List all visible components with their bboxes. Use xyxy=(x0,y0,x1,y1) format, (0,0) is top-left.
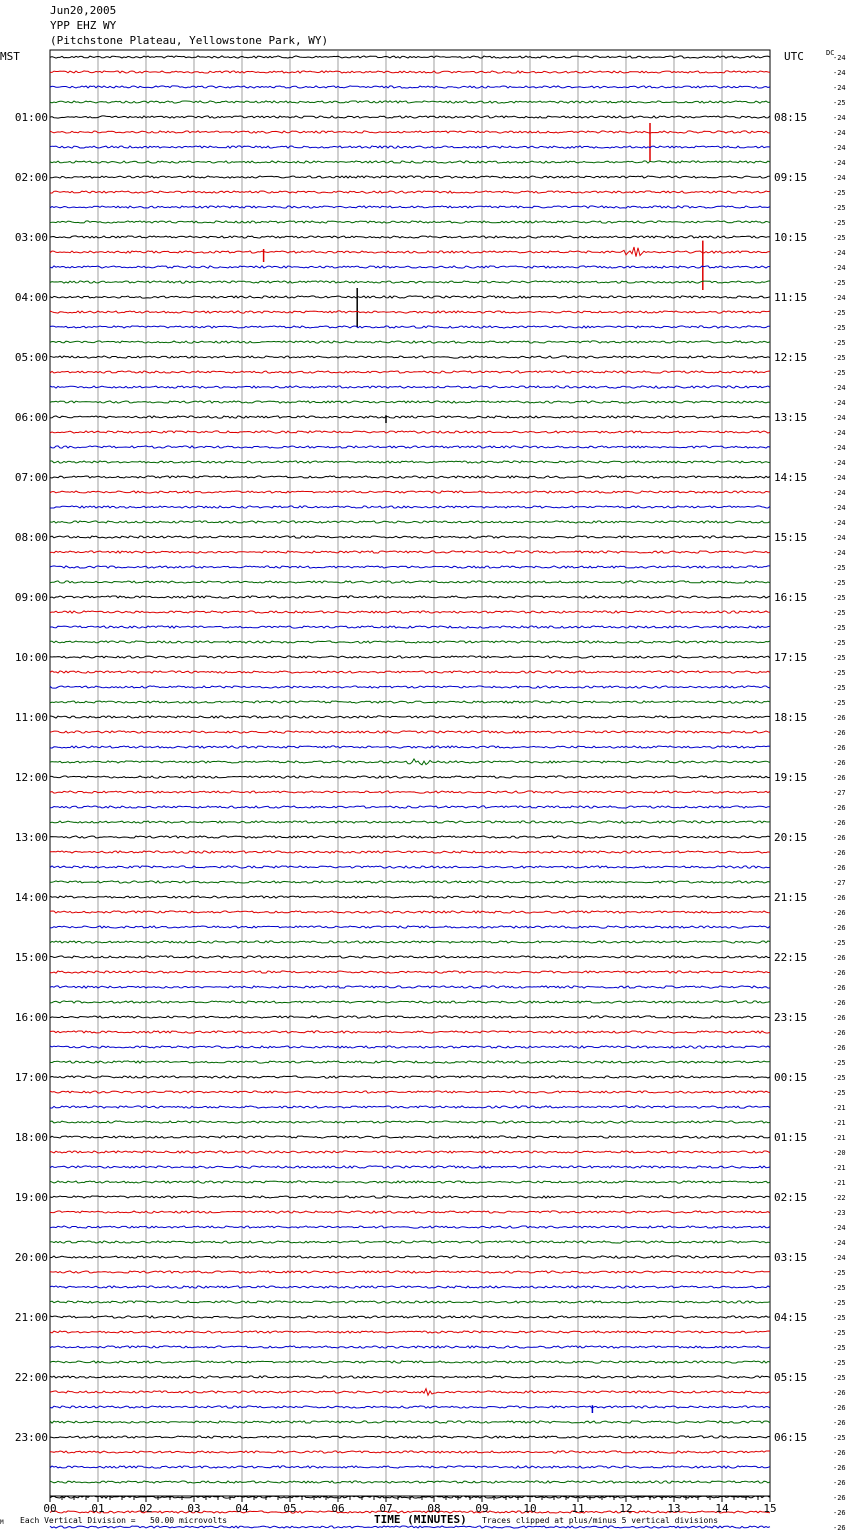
x-tick-label: 11 xyxy=(571,1502,585,1515)
trace-line xyxy=(50,71,770,73)
dc-offset-label: -21 xyxy=(833,1164,846,1172)
left-hour-label: 16:00 xyxy=(14,1011,48,1024)
trace-line xyxy=(50,1421,770,1423)
right-hour-label: 04:15 xyxy=(774,1311,808,1324)
x-tick-label: 09 xyxy=(475,1502,489,1515)
dc-offset-label: -24 xyxy=(833,174,846,182)
left-hour-label: 13:00 xyxy=(14,831,48,844)
left-hour-label: 11:00 xyxy=(14,711,48,724)
trace-line xyxy=(50,731,770,733)
dc-offset-label: -24 xyxy=(833,129,846,137)
dc-offset-label: -25 xyxy=(833,1374,846,1382)
right-hour-label: 01:15 xyxy=(774,1131,808,1144)
dc-offset-label: -24 xyxy=(833,474,846,482)
trace-line xyxy=(50,821,770,823)
trace-line xyxy=(50,986,770,988)
trace-line xyxy=(50,866,770,868)
dc-offset-label: -26 xyxy=(833,924,846,932)
dc-offset-label: -24 xyxy=(833,519,846,527)
left-hour-label: 01:00 xyxy=(14,111,48,124)
dc-offset-label: -25 xyxy=(833,339,846,347)
right-hour-label: 21:15 xyxy=(774,891,808,904)
dc-offset-label: -25 xyxy=(833,594,846,602)
trace-line xyxy=(50,1046,770,1048)
dc-offset-label: -25 xyxy=(833,1059,846,1067)
footer-clip-note: Traces clipped at plus/minus 5 vertical divisions xyxy=(482,1516,719,1525)
dc-offset-label: -24 xyxy=(833,549,846,557)
trace-line xyxy=(50,326,770,328)
dc-offset-label: -24 xyxy=(833,429,846,437)
dc-offset-label: -25 xyxy=(833,624,846,632)
x-tick-label: 15 xyxy=(763,1502,777,1515)
dc-offset-label: -24 xyxy=(833,1239,846,1247)
trace-line xyxy=(50,1436,770,1438)
trace-line xyxy=(50,851,770,853)
trace-line xyxy=(50,836,770,838)
trace-line xyxy=(50,536,770,538)
dc-offset-label: -25 xyxy=(833,1329,846,1337)
trace-line xyxy=(50,566,770,568)
left-hour-label: 07:00 xyxy=(14,471,48,484)
dc-offset-label: -24 xyxy=(833,159,846,167)
dc-offset-label: -25 xyxy=(833,639,846,647)
trace-line xyxy=(50,1361,770,1363)
trace-line xyxy=(50,446,770,448)
dc-offset-labels xyxy=(833,54,846,1534)
dc-offset-label: -21 xyxy=(833,1104,846,1112)
trace-line xyxy=(50,581,770,583)
right-hour-label: 19:15 xyxy=(774,771,808,784)
trace-line xyxy=(50,221,770,223)
trace-line xyxy=(50,86,770,88)
right-timezone-label: UTC xyxy=(784,50,804,63)
dc-offset-label: -26 xyxy=(833,1449,846,1457)
left-hour-label: 09:00 xyxy=(14,591,48,604)
dc-offset-label: -25 xyxy=(833,939,846,947)
dc-offset-label: -26 xyxy=(833,984,846,992)
dc-offset-label: -24 xyxy=(833,1224,846,1232)
right-hour-label: 12:15 xyxy=(774,351,808,364)
dc-offset-label: -25 xyxy=(833,189,846,197)
left-hour-label: 05:00 xyxy=(14,351,48,364)
dc-offset-label: -21 xyxy=(833,1179,846,1187)
dc-offset-label: -26 xyxy=(833,1029,846,1037)
dc-offset-label: -27 xyxy=(833,879,846,887)
x-tick-label: 08 xyxy=(427,1502,441,1515)
trace-line xyxy=(50,1301,770,1303)
dc-offset-label: -26 xyxy=(833,1044,846,1052)
dc-offset-label: -25 xyxy=(833,324,846,332)
dc-offset-label: -25 xyxy=(833,564,846,572)
x-tick-label: 07 xyxy=(379,1502,393,1515)
x-tick-label: 00 xyxy=(43,1502,57,1515)
dc-offset-label: -26 xyxy=(833,834,846,842)
footer-mark: M xyxy=(0,1519,4,1526)
dc-offset-label: -26 xyxy=(833,774,846,782)
trace-line xyxy=(50,146,770,148)
trace-line xyxy=(50,1076,770,1078)
record-date: Jun20,2005 xyxy=(50,4,117,17)
trace-line xyxy=(50,671,770,673)
dc-offset-label: -25 xyxy=(833,369,846,377)
right-hour-label: 22:15 xyxy=(774,951,808,964)
dc-offset-label: -26 xyxy=(833,1404,846,1412)
trace-line xyxy=(50,1151,770,1153)
trace-line xyxy=(50,1286,770,1288)
dc-offset-label: -26 xyxy=(833,849,846,857)
dc-offset-label: -26 xyxy=(833,909,846,917)
trace-line xyxy=(50,1106,770,1108)
dc-offset-label: -26 xyxy=(833,969,846,977)
trace-line xyxy=(50,1136,770,1138)
dc-offset-label: -26 xyxy=(833,1524,846,1532)
trace-line xyxy=(50,401,770,403)
dc-offset-label: -24 xyxy=(833,444,846,452)
dc-offset-label: -25 xyxy=(833,1074,846,1082)
x-tick-label: 05 xyxy=(283,1502,297,1515)
dc-offset-label: -25 xyxy=(833,1344,846,1352)
left-hour-label: 03:00 xyxy=(14,231,48,244)
dc-offset-label: -26 xyxy=(833,864,846,872)
right-hour-label: 05:15 xyxy=(774,1371,808,1384)
dc-offset-label: -25 xyxy=(833,699,846,707)
dc-offset-label: -26 xyxy=(833,1479,846,1487)
trace-line xyxy=(50,191,770,193)
right-hour-label: 13:15 xyxy=(774,411,808,424)
trace-line xyxy=(50,116,770,118)
right-hour-label: 03:15 xyxy=(774,1251,808,1264)
trace-line xyxy=(50,1451,770,1453)
trace-line xyxy=(50,1271,770,1273)
seismic-traces xyxy=(50,56,770,1534)
trace-line xyxy=(50,161,770,163)
trace-line xyxy=(50,971,770,973)
trace-line xyxy=(50,296,770,298)
dc-offset-label: -24 xyxy=(833,84,846,92)
dc-offset-label: -22 xyxy=(833,1194,846,1202)
dc-offset-label: -24 xyxy=(833,459,846,467)
trace-line xyxy=(50,341,770,343)
trace-line xyxy=(50,1376,770,1378)
dc-offset-label: -24 xyxy=(833,414,846,422)
dc-offset-label: -24 xyxy=(833,264,846,272)
dc-offset-label: -21 xyxy=(833,1134,846,1142)
dc-offset-label: -26 xyxy=(833,804,846,812)
dc-offset-label: -26 xyxy=(833,1419,846,1427)
dc-offset-label: -25 xyxy=(833,1314,846,1322)
left-hour-label: 20:00 xyxy=(14,1251,48,1264)
trace-line xyxy=(50,1346,770,1348)
trace-line xyxy=(50,1211,770,1213)
trace-line xyxy=(50,1526,770,1528)
dc-offset-label: -25 xyxy=(833,654,846,662)
dc-offset-label: -24 xyxy=(833,294,846,302)
dc-offset-label: -26 xyxy=(833,954,846,962)
x-tick-label: 13 xyxy=(667,1502,681,1515)
trace-line xyxy=(50,1166,770,1168)
dc-offset-label: -25 xyxy=(833,99,846,107)
dc-offset-label: -26 xyxy=(833,729,846,737)
dc-offset-label: -25 xyxy=(833,219,846,227)
dc-offset-label: -25 xyxy=(833,669,846,677)
left-hour-label: 19:00 xyxy=(14,1191,48,1204)
dc-offset-label: -25 xyxy=(833,279,846,287)
dc-offset-label: -21 xyxy=(833,1119,846,1127)
trace-line xyxy=(50,491,770,493)
trace-line xyxy=(50,1181,770,1183)
dc-offset-label: -26 xyxy=(833,819,846,827)
footer-scale-note: Each Vertical Division = 50.00 microvolts xyxy=(20,1516,228,1525)
dc-offset-label: -26 xyxy=(833,744,846,752)
dc-offset-label: -25 xyxy=(833,234,846,242)
trace-line xyxy=(50,551,770,553)
trace-line xyxy=(50,506,770,508)
x-tick-label: 12 xyxy=(619,1502,633,1515)
trace-line xyxy=(50,416,770,418)
x-tick-label: 01 xyxy=(91,1502,105,1515)
trace-line xyxy=(50,431,770,433)
dc-offset-label: -24 xyxy=(833,489,846,497)
trace-line xyxy=(50,476,770,478)
right-hour-label: 16:15 xyxy=(774,591,808,604)
trace-line xyxy=(50,101,770,103)
dc-offset-label: -25 xyxy=(833,354,846,362)
left-hour-label: 02:00 xyxy=(14,171,48,184)
dc-offset-label: -25 xyxy=(833,1434,846,1442)
trace-line xyxy=(50,1226,770,1228)
trace-line xyxy=(50,461,770,463)
trace-line xyxy=(50,746,770,748)
trace-line xyxy=(50,1256,770,1258)
dc-offset-label: -25 xyxy=(833,1359,846,1367)
trace-line xyxy=(50,596,770,598)
trace-line xyxy=(50,311,770,313)
left-hour-label: 22:00 xyxy=(14,1371,48,1384)
trace-line xyxy=(50,656,770,658)
trace-line xyxy=(50,926,770,928)
dc-offset-label: -24 xyxy=(833,249,846,257)
left-hour-label: 08:00 xyxy=(14,531,48,544)
right-hour-label: 10:15 xyxy=(774,231,808,244)
trace-line xyxy=(50,247,770,257)
left-hour-label: 12:00 xyxy=(14,771,48,784)
trace-line xyxy=(50,386,770,388)
right-hour-label: 02:15 xyxy=(774,1191,808,1204)
x-tick-label: 04 xyxy=(235,1502,249,1515)
trace-line xyxy=(50,896,770,898)
dc-offset-label: -26 xyxy=(833,1389,846,1397)
trace-line xyxy=(50,776,770,778)
trace-line xyxy=(50,356,770,358)
trace-line xyxy=(50,131,770,133)
trace-line xyxy=(50,686,770,688)
left-hour-label: 04:00 xyxy=(14,291,48,304)
x-tick-label: 10 xyxy=(523,1502,537,1515)
dc-offset-label: -26 xyxy=(833,999,846,1007)
trace-line xyxy=(50,176,770,178)
trace-line xyxy=(50,1061,770,1063)
dc-offset-label: -25 xyxy=(833,1299,846,1307)
dc-offset-header: DC xyxy=(826,49,835,57)
right-hour-label: 06:15 xyxy=(774,1431,808,1444)
dc-offset-label: -24 xyxy=(833,54,846,62)
station-location: (Pitchstone Plateau, Yellowstone Park, WY) xyxy=(50,34,329,47)
dc-offset-label: -25 xyxy=(833,309,846,317)
right-hour-label: 14:15 xyxy=(774,471,808,484)
trace-line xyxy=(50,1316,770,1318)
dc-offset-label: -25 xyxy=(833,579,846,587)
trace-line xyxy=(50,716,770,718)
trace-line xyxy=(50,1196,770,1198)
trace-line xyxy=(50,641,770,643)
right-hour-label: 00:15 xyxy=(774,1071,808,1084)
dc-offset-label: -25 xyxy=(833,1269,846,1277)
dc-offset-label: -24 xyxy=(833,114,846,122)
right-hour-label: 20:15 xyxy=(774,831,808,844)
dc-offset-label: -24 xyxy=(833,1254,846,1262)
right-hour-label: 15:15 xyxy=(774,531,808,544)
x-axis-title: TIME (MINUTES) xyxy=(374,1513,467,1526)
dc-offset-label: -24 xyxy=(833,69,846,77)
left-hour-label: 06:00 xyxy=(14,411,48,424)
x-tick-label: 03 xyxy=(187,1502,201,1515)
dc-offset-label: -26 xyxy=(833,894,846,902)
trace-line xyxy=(50,1466,770,1468)
right-hour-label: 09:15 xyxy=(774,171,808,184)
trace-line xyxy=(50,881,770,883)
trace-line xyxy=(50,759,770,765)
trace-line xyxy=(50,1406,770,1408)
dc-offset-label: -25 xyxy=(833,204,846,212)
trace-line xyxy=(50,1481,770,1483)
right-hour-label: 23:15 xyxy=(774,1011,808,1024)
dc-offset-label: -26 xyxy=(833,1464,846,1472)
trace-line xyxy=(50,1001,770,1003)
trace-line xyxy=(50,56,770,58)
dc-offset-label: -25 xyxy=(833,1284,846,1292)
trace-line xyxy=(50,1016,770,1018)
trace-line xyxy=(50,206,770,208)
trace-line xyxy=(50,371,770,373)
dc-offset-label: -24 xyxy=(833,144,846,152)
trace-line xyxy=(50,266,770,268)
dc-offset-label: -23 xyxy=(833,1209,846,1217)
trace-line xyxy=(50,911,770,913)
dc-offset-label: -25 xyxy=(833,609,846,617)
trace-line xyxy=(50,236,770,238)
trace-line xyxy=(50,806,770,808)
left-hour-label: 15:00 xyxy=(14,951,48,964)
dc-offset-label: -26 xyxy=(833,759,846,767)
right-hour-label: 18:15 xyxy=(774,711,808,724)
trace-line xyxy=(50,1241,770,1243)
trace-line xyxy=(50,611,770,613)
trace-line xyxy=(50,956,770,958)
left-hour-label: 21:00 xyxy=(14,1311,48,1324)
left-hour-label: 10:00 xyxy=(14,651,48,664)
trace-line xyxy=(50,1389,770,1396)
dc-offset-label: -26 xyxy=(833,1494,846,1502)
dc-offset-label: -24 xyxy=(833,384,846,392)
dc-offset-label: -20 xyxy=(833,1149,846,1157)
left-hour-label: 23:00 xyxy=(14,1431,48,1444)
dc-offset-label: -26 xyxy=(833,1509,846,1517)
trace-line xyxy=(50,1331,770,1333)
dc-offset-label: -25 xyxy=(833,684,846,692)
left-hour-label: 17:00 xyxy=(14,1071,48,1084)
x-tick-label: 02 xyxy=(139,1502,153,1515)
left-hour-label: 18:00 xyxy=(14,1131,48,1144)
trace-line xyxy=(50,701,770,703)
trace-line xyxy=(50,941,770,943)
dc-offset-label: -27 xyxy=(833,789,846,797)
dc-offset-label: -24 xyxy=(833,504,846,512)
dc-offset-label: -24 xyxy=(833,399,846,407)
dc-offset-label: -26 xyxy=(833,714,846,722)
trace-line xyxy=(50,281,770,283)
trace-line xyxy=(50,521,770,523)
right-hour-label: 17:15 xyxy=(774,651,808,664)
trace-line xyxy=(50,1031,770,1033)
trace-line xyxy=(50,626,770,628)
left-timezone-label: MST xyxy=(0,50,20,63)
station-code: YPP EHZ WY xyxy=(50,19,117,32)
dc-offset-label: -26 xyxy=(833,1014,846,1022)
trace-line xyxy=(50,1121,770,1123)
right-hour-label: 08:15 xyxy=(774,111,808,124)
x-tick-label: 14 xyxy=(715,1502,729,1515)
trace-line xyxy=(50,1091,770,1093)
dc-offset-label: -25 xyxy=(833,1089,846,1097)
trace-line xyxy=(50,791,770,793)
left-hour-label: 14:00 xyxy=(14,891,48,904)
x-tick-label: 06 xyxy=(331,1502,345,1515)
dc-offset-label: -24 xyxy=(833,534,846,542)
right-hour-label: 11:15 xyxy=(774,291,808,304)
